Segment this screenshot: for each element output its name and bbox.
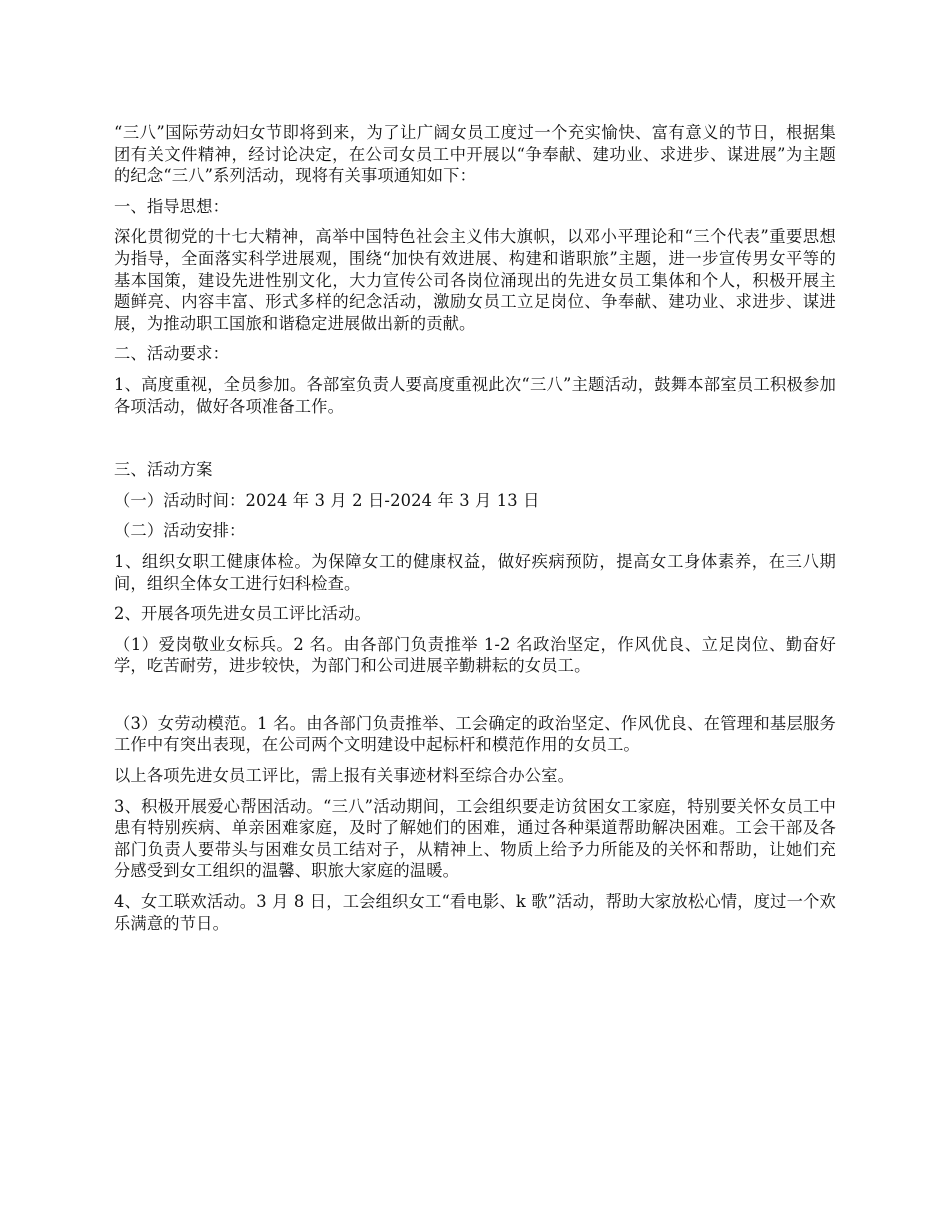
arrangement-item-2-1: （1）爱岗敬业女标兵。2 名。由各部门负责推举 1-2 名政治坚定，作风优良、立足岗位、勤奋好学，吃苦耐劳，进步较快，为部门和公司进展辛勤耕耘的女员工。 [114, 634, 836, 676]
section2-item-1: 1、高度重视，全员参加。各部室负责人要高度重视此次“三八”主题活动，鼓舞本部室员工积极参加各项活动，做好各项准备工作。 [114, 374, 836, 416]
arrangement-item-1: 1、组织女职工健康体检。为保障女工的健康权益，做好疾病预防，提高女工身体素养，在三八期间，组织全体女工进行妇科检查。 [114, 551, 836, 593]
activity-time: （一）活动时间：2024 年 3 月 2 日-2024 年 3 月 13 日 [114, 490, 540, 510]
activity-arrangement-heading: （二）活动安排： [114, 521, 246, 541]
document-page [114, 122, 836, 943]
arrangement-item-2-3: （3）女劳动模范。1 名。由各部门负责推举、工会确定的政治坚定、作风优良、在管理和基层服务工作中有突出表现，在公司两个文明建设中起标杆和模范作用的女员工。 [114, 713, 836, 755]
arrangement-item-4: 4、女工联欢活动。3 月 8 日，工会组织女工“看电影、k 歌”活动，帮助大家放松心情，度过一个欢乐满意的节日。 [114, 892, 836, 933]
arrangement-item-3: 3、积极开展爱心帮困活动。“三八”活动期间，工会组织要走访贫困女工家庭，特别要关怀女员工中患有特别疾病、单亲困难家庭，及时了解她们的困难，通过各种渠道帮助解决困难。工会干部及各部门负责人要带头与困难女员工结对子，从精神上、物质上给予力所能及的关怀和帮助，让她们充分感受到女工组织的温馨、职旅大家庭的温暖。 [114, 796, 836, 881]
arrangement-item-2-note: 以上各项先进女员工评比，需上报有关事迹材料至综合办公室。 [114, 766, 575, 786]
arrangement-item-2: 2、开展各项先进女员工评比活动。 [114, 604, 371, 624]
section2-heading: 二、活动要求： [114, 344, 230, 364]
section1-heading: 一、指导思想： [114, 196, 230, 216]
intro-paragraph: “三八”国际劳动妇女节即将到来，为了让广阔女员工度过一个充实愉快、富有意义的节日，根据集团有关文件精神，经讨论决定，在公司女员工中开展以“争奉献、建功业、求进步、谋进展”为主题的纪念“三八”系列活动，现将有关事项通知如下： [114, 123, 836, 186]
section3-heading: 三、活动方案 [114, 460, 213, 480]
section1-body: 深化贯彻党的十七大精神，高举中国特色社会主义伟大旗帜，以邓小平理论和“三个代表”重要思想为指导，全面落实科学进展观，围绕“加快有效进展、构建和谐职旅”主题，进一步宣传男女平等的基本国策，建设先进性别文化，大力宣传公司各岗位涌现出的先进女员工集体和个人，积极开展主题鲜亮、内容丰富、形式多样的纪念活动，激励女员工立足岗位、争奉献、建功业、求进步、谋进展，为推动职工国旅和谐稳定进展做出新的贡献。 [114, 227, 836, 333]
